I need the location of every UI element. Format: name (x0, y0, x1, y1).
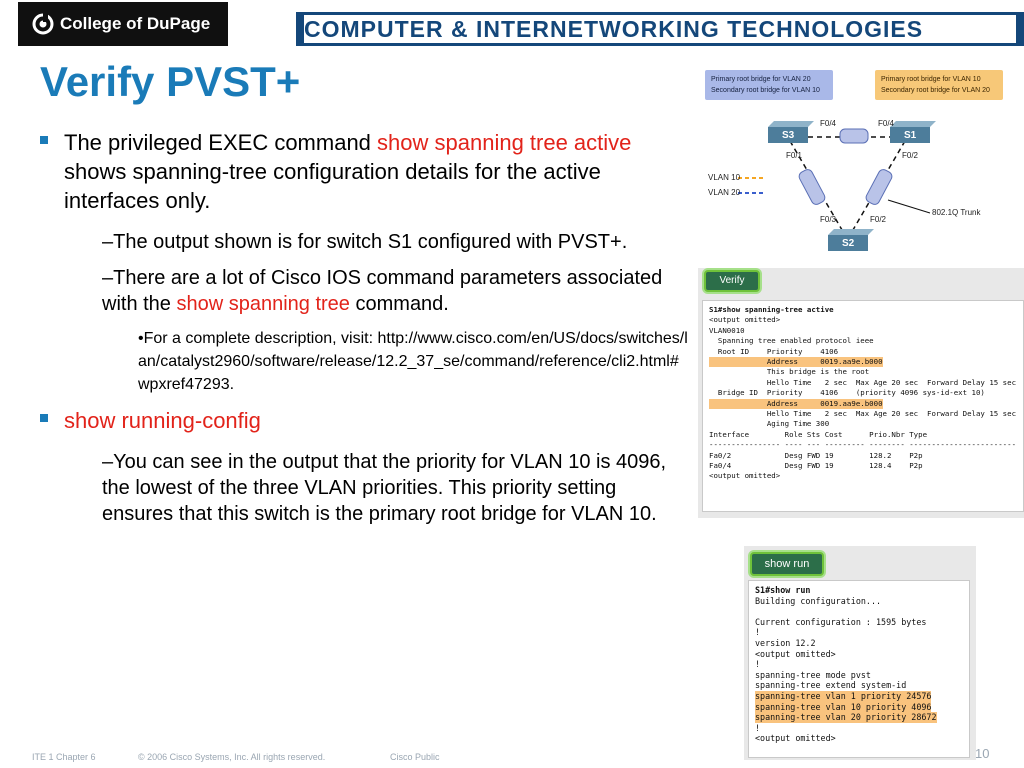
showrun-terminal-lines (755, 585, 963, 744)
verify-terminal-line: Interface Role Sts Cost Prio.Nbr Type (709, 429, 928, 439)
showrun-terminal-line: Building configuration... (755, 595, 882, 606)
footer-course: ITE 1 Chapter 6 (32, 752, 96, 762)
slide-header (0, 0, 1024, 48)
sub2-text-a: –There are a lot of Cisco IOS command parameters associated with the (102, 267, 663, 315)
topology-links (700, 65, 1024, 265)
sub2-command: show spanning tree (176, 293, 350, 315)
showrun-terminal-line: <output omitted> (755, 648, 836, 659)
verify-terminal-line: Fa0/2 Desg FWD 19 128.2 P2p (709, 450, 923, 460)
verify-terminal-line: Hello Time 2 sec Max Age 20 sec Forward Delay 15 sec (709, 377, 1017, 387)
showrun-terminal-line: spanning-tree mode pvst (755, 669, 871, 680)
sub2-text-b: command. (349, 293, 449, 315)
bullet-show-running-config (40, 406, 690, 435)
legend-s1-line2: Secondary root bridge for VLAN 20 (881, 87, 990, 94)
bullet-square-icon (40, 136, 48, 144)
vlan20-legend-label: VLAN 20 (708, 188, 741, 197)
verify-terminal-line: Spanning tree enabled protocol ieee (709, 336, 874, 346)
trunk-label: 802.1Q Trunk (932, 208, 981, 217)
switch-s3-label: S3 (782, 130, 795, 141)
bullet-show-spanning-tree (40, 128, 690, 215)
bullet1-command: show spanning tree active (377, 130, 632, 155)
sub-bullet-output-s1: –The output shown is for switch S1 configured with PVST+. (102, 231, 628, 253)
showrun-terminal-output (748, 580, 970, 758)
topology-diagram (700, 65, 1024, 265)
college-logo-icon (32, 13, 54, 35)
showrun-terminal-line: spanning-tree vlan 10 priority 4096 (755, 701, 932, 712)
showrun-terminal-line: version 12.2 (755, 637, 816, 648)
college-logo (18, 2, 228, 46)
showrun-terminal-line: spanning-tree vlan 1 priority 24576 (755, 690, 932, 701)
showrun-terminal-line: ! (755, 722, 761, 733)
bullet-square-icon (40, 414, 48, 422)
logo-text: College of DuPage (60, 14, 211, 33)
trunk-callout-line (888, 200, 930, 213)
showrun-terminal-line: <output omitted> (755, 733, 836, 744)
banner-text: COMPUTER & INTERNETWORKING TECHNOLOGIES (304, 15, 924, 42)
verify-terminal-line: Address 0019.aa9e.b000 (709, 398, 883, 408)
verify-terminal-line: Bridge ID Priority 4106 (priority 4096 sys-id-ext 10) (709, 388, 985, 398)
port-s3-f01: F0/1 (786, 151, 803, 160)
footer-classification: Cisco Public (390, 752, 440, 762)
sub-sub-bullet-reference-link: •For a complete description, visit: http://www.cisco.com/en/US/docs/switches/lan/catalyst2960/software/release/12.2_37_se/command/reference/cli2.html#wpxref47293. (138, 330, 688, 393)
verify-terminal-output (702, 300, 1024, 512)
show-run-button[interactable]: show run (750, 552, 824, 576)
switch-s2-label: S2 (842, 238, 855, 249)
port-s3-f04: F0/4 (820, 119, 837, 128)
verify-terminal-line: S1#show spanning-tree active (709, 305, 834, 314)
bullet1-text-a: The privileged EXEC command (64, 130, 378, 155)
banner-inner (304, 15, 1016, 43)
showrun-terminal-line: ! (755, 659, 761, 670)
verify-terminal-lines (709, 305, 1017, 482)
showrun-terminal-line: spanning-tree vlan 20 priority 28672 (755, 712, 937, 723)
footer-page-number: 10 (975, 746, 990, 761)
slide-title: Verify PVST+ (40, 58, 301, 105)
verify-terminal-line: ---------------- ---- --- --------- -------- ------------------------ (709, 440, 1017, 450)
verify-terminal-line: <output omitted> (709, 471, 781, 481)
footer-copyright: © 2006 Cisco Systems, Inc. All rights reserved. (138, 752, 326, 762)
showrun-terminal-line: spanning-tree extend system-id (755, 680, 907, 691)
port-s1-f04: F0/4 (878, 119, 895, 128)
verify-button[interactable]: Verify (704, 270, 760, 292)
vlan10-legend-label: VLAN 10 (708, 173, 741, 182)
showrun-terminal-line: S1#show run (755, 585, 811, 595)
verify-terminal-line: <output omitted> (709, 315, 781, 325)
legend-s3-line1: Primary root bridge for VLAN 20 (711, 76, 811, 83)
showrun-terminal-line (755, 606, 963, 617)
port-s2-f03: F0/3 (820, 215, 837, 224)
port-s2-f02: F0/2 (870, 215, 887, 224)
verify-terminal-line: Hello Time 2 sec Max Age 20 sec Forward Delay 15 sec (709, 408, 1017, 418)
trunk-tube-top (840, 129, 868, 143)
showrun-terminal-line: Current configuration : 1595 bytes (755, 616, 927, 627)
bullet2-command: show running-config (64, 408, 261, 433)
verify-terminal-line: VLAN0010 (709, 325, 745, 335)
verify-terminal-line: Fa0/4 Desg FWD 19 128.4 P2p (709, 460, 923, 470)
legend-s3-line2: Secondary root bridge for VLAN 10 (711, 87, 820, 94)
verify-terminal-line: This bridge is the root (709, 367, 870, 377)
trunk-tube-left (797, 168, 826, 206)
bullet1-text-b: shows spanning-tree configuration details for the active interfaces only. (64, 159, 601, 213)
legend-s1-line1: Primary root bridge for VLAN 10 (881, 76, 981, 83)
port-s1-f02: F0/2 (902, 151, 919, 160)
verify-terminal-line: Address 0019.aa9e.b000 (709, 356, 883, 366)
verify-terminal-line: Root ID Priority 4106 (709, 346, 839, 356)
showrun-terminal-line: ! (755, 627, 761, 638)
sub-bullet-vlan10-priority: –You can see in the output that the priority for VLAN 10 is 4096, the lowest of the three VLAN priorities. This priority setting ensures that this switch is the primary root bridge for VLAN 10. (102, 451, 667, 525)
slide-content (40, 128, 690, 537)
switch-s1-label: S1 (904, 130, 917, 141)
department-banner (296, 12, 1024, 46)
sub-bullet-parameters (102, 265, 690, 317)
verify-terminal-line: Aging Time 300 (709, 419, 830, 429)
